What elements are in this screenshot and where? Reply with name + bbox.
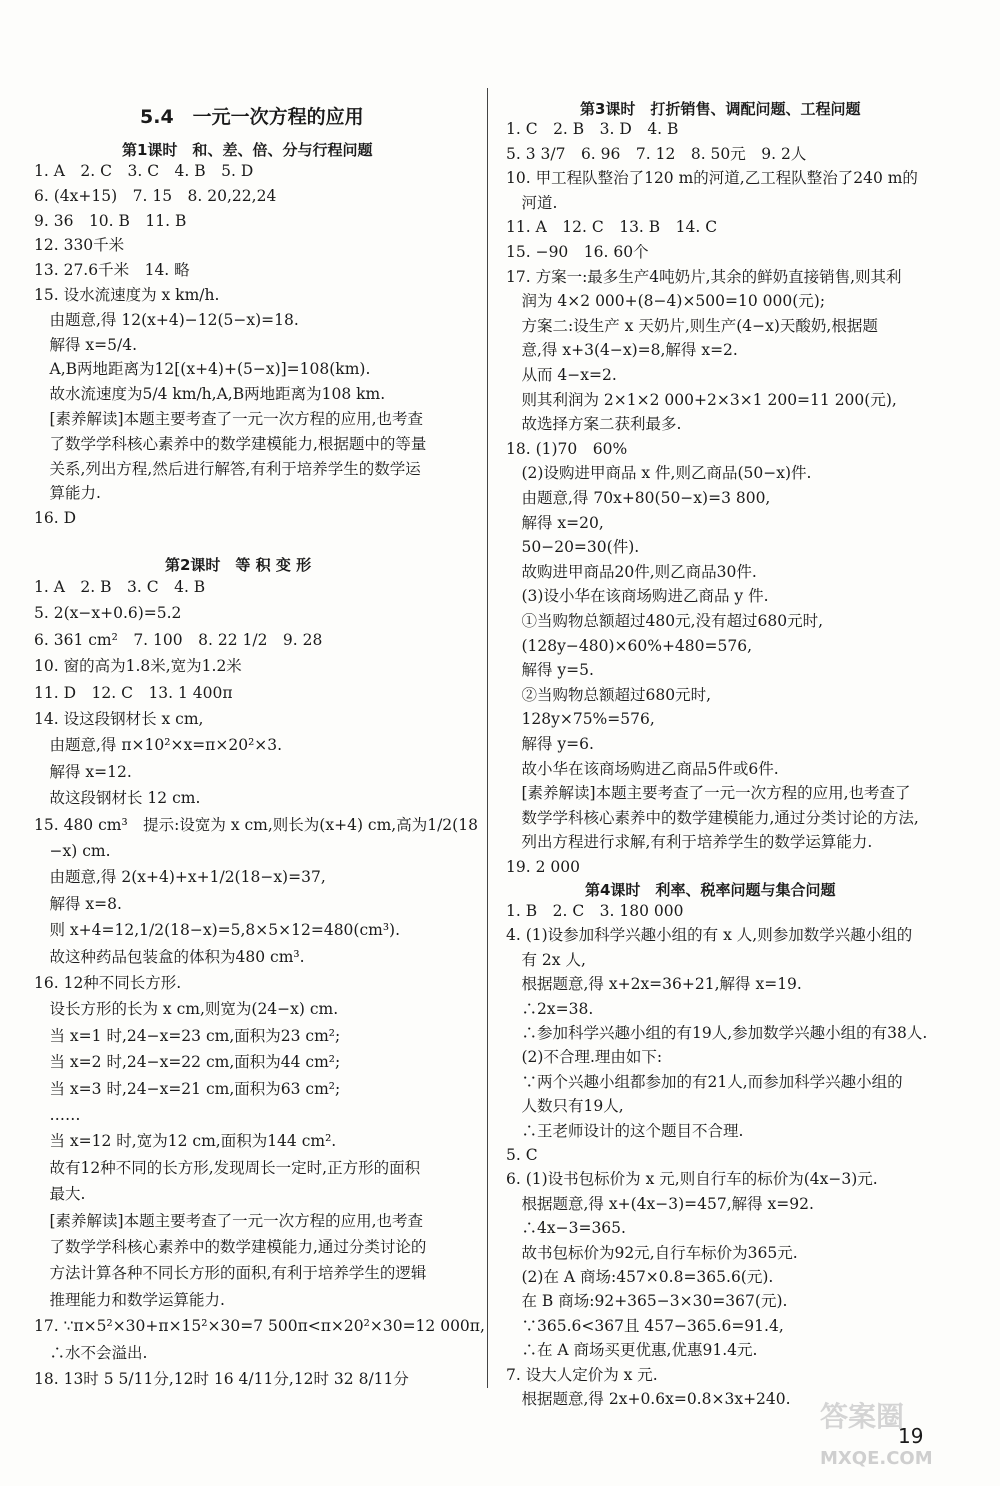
answer-line: [素养解读]本题主要考查了一元一次方程的应用,也考查了 [506,784,911,803]
section-heading-2: 第2课时 等 积 变 形 [165,556,312,574]
answer-line: 12. 330千米 [34,236,125,255]
answer-line: ∴4x−3=365. [506,1219,626,1238]
answer-line: 17. ∵π×5²×30+π×15²×30=7 500π<π×20²×30=12 000π, [34,1317,485,1336]
answer-line: 从而 4−x=2. [506,366,617,384]
answer-line: 则 x+4=12,1/2(18−x)=5,8×5×12=480(cm³). [34,921,401,940]
answer-line: 列出方程进行求解,有利于培养学生的数学运算能力. [506,833,873,852]
answer-line: 6. (4x+15) 7. 15 8. 20,22,24 [34,186,277,205]
answer-line: 根据题意,得 2x+0.6x=0.8×3x+240. [506,1390,791,1408]
answer-line: 1. A 2. B 3. C 4. B [34,578,206,596]
answer-line: [素养解读]本题主要考查了一元一次方程的应用,也考查 [34,410,424,428]
answer-line: 设长方形的长为 x cm,则宽为(24−x) cm. [34,1000,339,1019]
answer-line: 15. 设水流速度为 x km/h. [34,286,220,304]
answer-line: 解得 x=12. [34,762,132,781]
answer-line: 当 x=12 时,宽为12 cm,面积为144 cm². [34,1132,337,1151]
answer-line: 则其利润为 2×1×2 000+2×3×1 200=11 200(元), [506,390,897,409]
answer-line: (2)在 A 商场:457×0.8=365.6(元). [506,1268,774,1286]
answer-line: 19. 2 000 [506,858,580,876]
answer-line: 算能力. [34,484,101,503]
answer-line: (2)设购进甲商品 x 件,则乙商品(50−x)件. [506,464,812,483]
page-number: 19 [898,1424,924,1448]
column-divider [487,88,488,1388]
answer-line: [素养解读]本题主要考查了一元一次方程的应用,也考查 [34,1211,424,1230]
answer-line: 13. 27.6千米 14. 略 [34,261,190,280]
section-heading-1: 第1课时 和、差、倍、分与行程问题 [122,141,373,159]
answer-line: 解得 x=5/4. [34,335,138,354]
section-heading-4: 第4课时 利率、税率问题与集合问题 [585,881,836,899]
answer-line: 17. 方案一:最多生产4吨奶片,其余的鲜奶直接销售,则其利 [506,267,902,286]
answer-line: ∵365.6<367且 457−365.6=91.4, [506,1316,784,1335]
answer-line: 10. 窗的高为1.8米,宽为1.2米 [34,657,242,676]
answer-line: 6. 361 cm² 7. 100 8. 22 1/2 9. 28 [34,630,323,649]
answer-line: 最大. [34,1185,86,1204]
answer-line: 方案二:设生产 x 天奶片,则生产(4−x)天酸奶,根据题 [506,316,878,335]
answer-line: (128y−480)×60%+480=576, [506,636,753,655]
answer-line: (3)设小华在该商场购进乙商品 y 件. [506,587,769,606]
answer-line: 解得 y=5. [506,661,594,680]
answer-line: 故书包标价为92元,自行车标价为365元. [506,1243,798,1262]
answer-line: ∴在 A 商场买更优惠,优惠91.4元. [506,1341,758,1360]
answer-line: 50−20=30(件). [506,538,640,557]
answer-line: 方法计算各种不同长方形的面积,有利于培养学生的逻辑 [34,1264,427,1283]
answer-line: 16. D [34,509,77,528]
answer-line: ∵两个兴趣小组都参加的有21人,而参加科学兴趣小组的 [506,1072,903,1091]
answer-line: 6. (1)设书包标价为 x 元,则自行车的标价为(4x−3)元. [506,1170,878,1189]
answer-line: …… [34,1106,81,1124]
answer-line: −x) cm. [34,842,111,860]
answer-line: 意,得 x+3(4−x)=8,解得 x=2. [506,341,738,360]
answer-line: 解得 x=8. [34,894,122,913]
answer-line: 数学学科核心素养中的数学建模能力,通过分类讨论的方法, [506,808,919,827]
answer-line: ∴王老师设计的这个题目不合理. [506,1121,744,1140]
answer-line: ∴参加科学兴趣小组的有19人,参加数学兴趣小组的有38人. [506,1024,928,1042]
answer-line: 由题意,得 70x+80(50−x)=3 800, [506,489,771,507]
answer-line: 关系,列出方程,然后进行解答,有利于培养学生的数学运 [34,459,421,478]
answer-line: 当 x=2 时,24−x=22 cm,面积为44 cm²; [34,1053,341,1072]
watermark-logo: 答案圈 [820,1400,905,1433]
answer-line: 9. 36 10. B 11. B [34,211,187,230]
answer-line: 故小华在该商场购进乙商品5件或6件. [506,759,779,778]
answer-line: 解得 x=20, [506,513,604,532]
answer-line: 有 2x 人, [506,950,586,969]
page-title: 5.4 一元一次方程的应用 [140,106,364,128]
answer-line: 由题意,得 π×10²×x=π×20²×3. [34,736,283,755]
answer-line: 4. (1)设参加科学兴趣小组的有 x 人,则参加数学兴趣小组的 [506,926,913,945]
answer-line: 15. −90 16. 60个 [506,243,649,261]
answer-line: 7. 设大人定价为 x 元. [506,1365,658,1384]
answer-line: 故选择方案二获利最多. [506,415,682,434]
answer-line: (2)不合理.理由如下: [506,1048,663,1067]
answer-line: 润为 4×2 000+(8−4)×500=10 000(元); [506,292,826,311]
answer-line: 故购进甲商品20件,则乙商品30件. [506,562,757,581]
section-heading-3: 第3课时 打折销售、调配问题、工程问题 [580,100,861,118]
answer-line: 由题意,得 2(x+4)+x+1/2(18−x)=37, [34,868,326,887]
answer-line: 16. 12种不同长方形. [34,974,182,992]
answer-line: 18. (1)70 60% [506,439,628,458]
answer-line: 根据题意,得 x+2x=36+21,解得 x=19. [506,975,802,994]
answer-line: 1. A 2. C 3. C 4. B 5. D [34,162,254,180]
answer-line: 18. 13时 5 5/11分,12时 16 4/11分,12时 32 8/11分 [34,1370,409,1388]
answer-line: 根据题意,得 x+(4x−3)=457,解得 x=92. [506,1194,814,1213]
answer-line: 10. 甲工程队整治了120 m的河道,乙工程队整治了240 m的 [506,169,918,188]
answer-line: 11. A 12. C 13. B 14. C [506,218,718,237]
answer-line: A,B两地距离为12[(x+4)+(5−x)]=108(km). [34,360,371,379]
answer-line: 了数学学科核心素养中的数学建模能力,通过分类讨论的 [34,1238,427,1256]
answer-line: ∴水不会溢出. [34,1343,148,1362]
answer-line: 故有12种不同的长方形,发现周长一定时,正方形的面积 [34,1158,421,1177]
answer-line: 5. 3 3/7 6. 96 7. 12 8. 50元 9. 2人 [506,144,807,163]
answer-line: 5. C [506,1146,538,1164]
answer-line: 推理能力和数学运算能力. [34,1290,225,1309]
answer-line: 11. D 12. C 13. 1 400π [34,683,233,702]
answer-line: 人数只有19人, [506,1097,624,1116]
answer-line: 15. 480 cm³ 提示:设宽为 x cm,则长为(x+4) cm,高为1/2(18 [34,815,478,834]
answer-line: 128y×75%=576, [506,710,655,729]
answer-line: 故这段钢材长 12 cm. [34,789,201,808]
answer-line: 由题意,得 12(x+4)−12(5−x)=18. [34,310,299,329]
watermark-url: MXQE.COM [820,1448,933,1469]
answer-line: 5. 2(x−x+0.6)=5.2 [34,604,182,623]
answer-line: ①当购物总额超过480元,没有超过680元时, [506,612,824,630]
answer-line: 当 x=1 时,24−x=23 cm,面积为23 cm²; [34,1026,341,1045]
answer-line: 故这种药品包装盒的体积为480 cm³. [34,947,305,966]
answer-line: 1. C 2. B 3. D 4. B [506,120,679,138]
answer-line: ②当购物总额超过680元时, [506,685,712,704]
answer-line: 14. 设这段钢材长 x cm, [34,710,204,728]
answer-line: 当 x=3 时,24−x=21 cm,面积为63 cm²; [34,1079,341,1098]
answer-line: 解得 y=6. [506,735,594,753]
answer-line: 河道. [506,193,558,212]
answer-line: 故水流速度为5/4 km/h,A,B两地距离为108 km. [34,385,386,404]
answer-line: 了数学学科核心素养中的数学建模能力,根据题中的等量 [34,434,427,453]
answer-line: ∴2x=38. [506,999,594,1018]
answer-line: 在 B 商场:92+365−3×30=367(元). [506,1292,788,1311]
answer-line: 1. B 2. C 3. 180 000 [506,902,684,920]
